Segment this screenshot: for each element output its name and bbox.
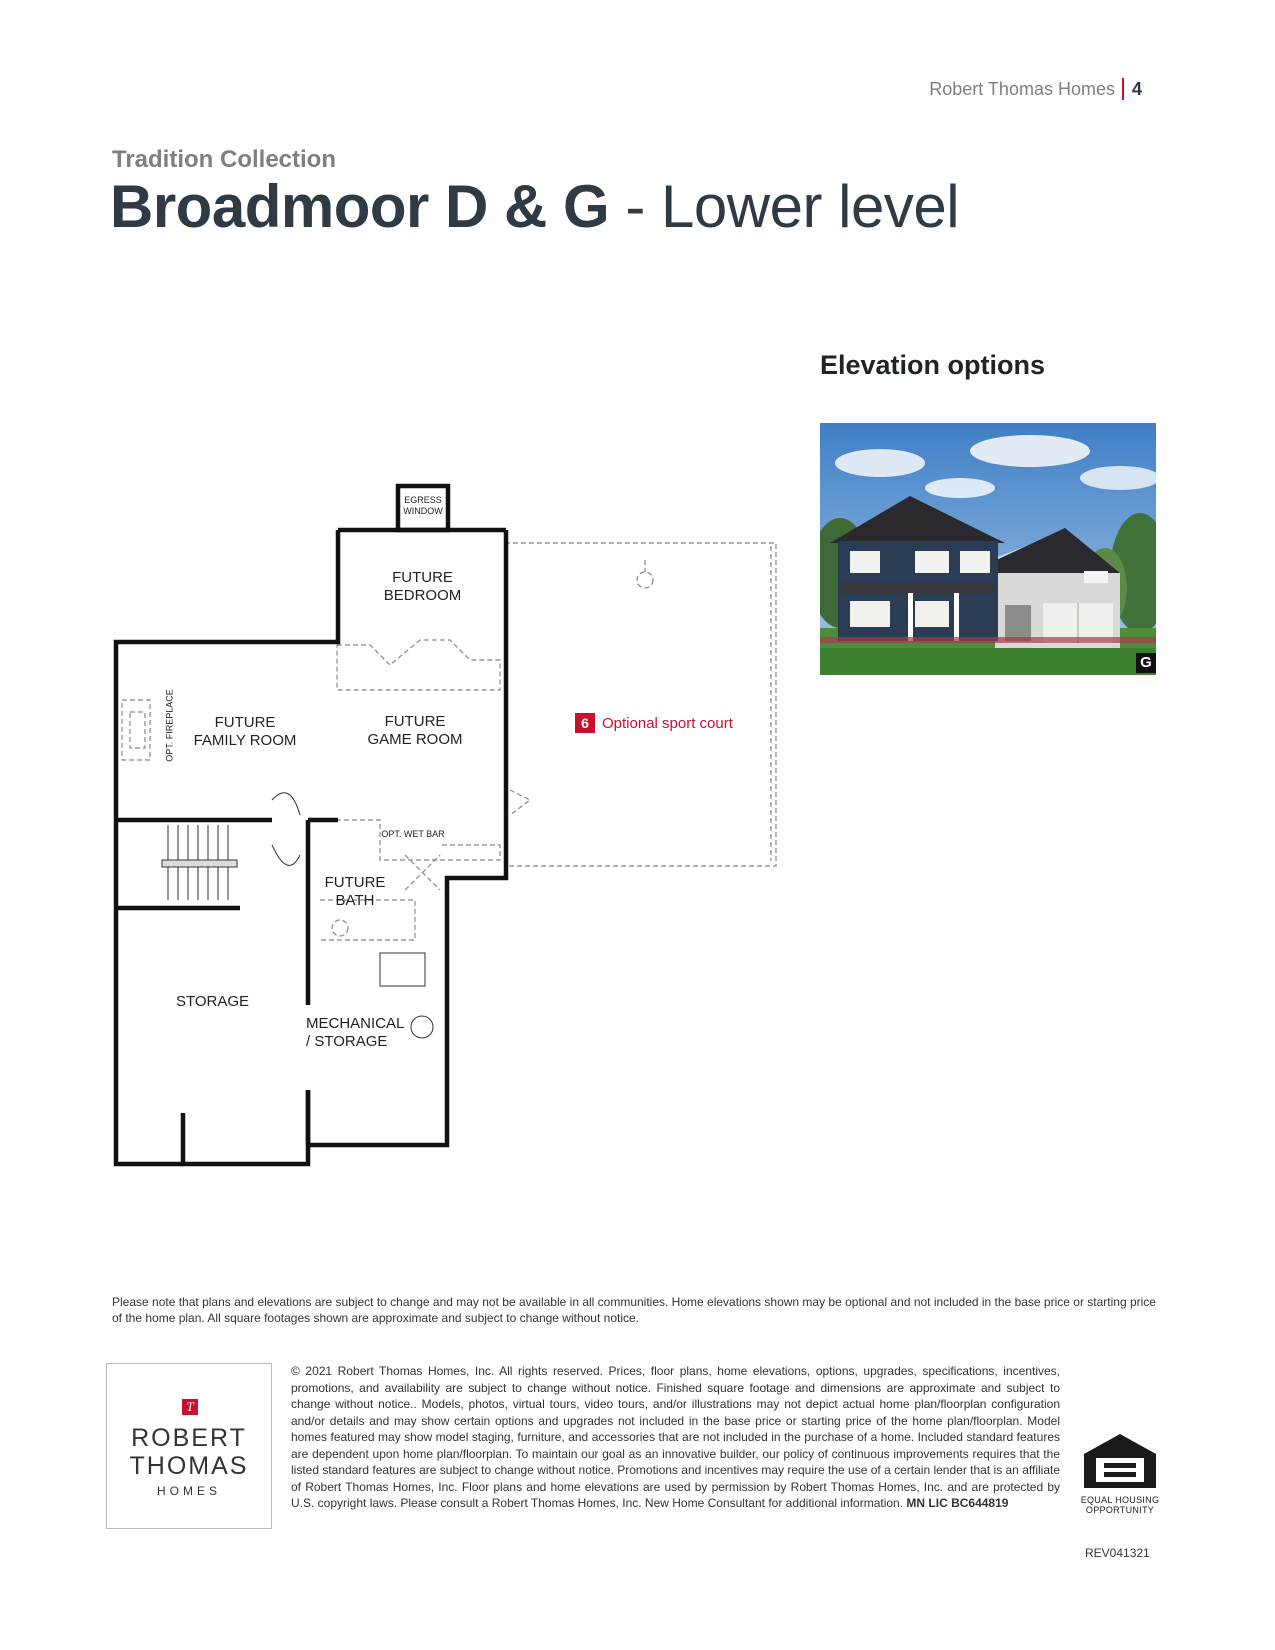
sport-court-callout <box>575 713 733 733</box>
revision-code: REV041321 <box>1085 1546 1150 1560</box>
page-number: 4 <box>1131 78 1142 99</box>
logo-line-1: ROBERT <box>131 1424 247 1452</box>
room-bath <box>320 874 390 910</box>
egress-line-1: EGRESS <box>404 495 442 505</box>
room-game <box>355 713 475 749</box>
bedroom-line-1: FUTURE <box>392 569 453 586</box>
equal-housing-logo <box>1080 1432 1160 1515</box>
room-storage: STORAGE <box>175 993 250 1010</box>
company-logo <box>106 1363 272 1529</box>
wet-bar-label: OPT. WET BAR <box>381 829 445 839</box>
fireplace-label: OPT. FIREPLACE <box>164 689 175 762</box>
room-mechanical <box>306 1015 416 1051</box>
bedroom-line-2: BEDROOM <box>383 587 462 604</box>
game-line-2: GAME ROOM <box>367 731 463 748</box>
egress-window-label <box>400 495 446 517</box>
game-line-1: FUTURE <box>384 713 446 730</box>
egress-line-2: WINDOW <box>403 506 443 516</box>
logo-line-3: HOMES <box>156 1484 221 1498</box>
disclaimer-note: Please note that plans and elevations are subject to change and may not be available in all communities. Home elevations shown may be optional and not included in the base price or starting price of the home plan. All square footages shown are approximate and subject to change without notice. <box>112 1295 1156 1325</box>
equal-housing-icon <box>1082 1432 1158 1490</box>
license-number: MN LIC BC644819 <box>906 1496 1009 1510</box>
family-line-2: FAMILY ROOM <box>193 732 297 749</box>
family-line-1: FUTURE <box>214 714 276 731</box>
logo-line-2: THOMAS <box>129 1452 249 1480</box>
sport-court-number: 6 <box>575 713 595 733</box>
room-bedroom <box>370 569 475 605</box>
sport-court-label: Optional sport court <box>602 714 733 732</box>
bath-line-1: FUTURE <box>324 874 386 891</box>
plan-name: Broadmoor D & G <box>110 173 610 240</box>
level-name: Lower level <box>661 173 960 240</box>
legal-body: © 2021 Robert Thomas Homes, Inc. All rights reserved. Prices, floor plans, home elevations, options, upgrades, specifications, incentives, promotions, and availability are subject to change without notice. Finished square footage and dimensions are approximate and subject to change without notice.. Models, photos, virtual tours, video tours, and/or illustrations may not depict actual home plan/floorplan configuration and/or details and may show certain options and upgrades not included in the base price or starting price of the home plan/floorplan. Model homes featured may show model staging, furniture, and accessories that are not included in the purchase of a home. Included standard features are dependent upon home plan/floorplan. To maintain our goal as an innovative builder, our policy of continuous improvements requires that the listed standard features are subject to change without notice. Promotions and incentives may require the use of a certain lender that is an affiliate of Robert Thomas Homes, Inc. Floor plans and home elevations are used by permission by Robert Thomas Homes, Inc. and are protected by U.S. copyright laws. Please consult a Robert Thomas Homes, Inc. New Home Consultant for additional information. <box>291 1364 1060 1510</box>
elevation-badge: G <box>1140 654 1152 671</box>
legal-text <box>291 1363 1060 1512</box>
room-family <box>180 714 310 750</box>
elevation-heading: Elevation options <box>820 350 1046 380</box>
bath-line-2: BATH <box>335 892 375 909</box>
logo-mark: T <box>182 1399 198 1415</box>
brand-name: Robert Thomas Homes <box>929 78 1115 99</box>
equal-housing-line-2: OPPORTUNITY <box>1085 1505 1155 1515</box>
collection-name: Tradition Collection <box>112 146 337 173</box>
equal-housing-line-1: EQUAL HOUSING <box>1080 1495 1160 1505</box>
mech-line-1: MECHANICAL <box>306 1015 405 1032</box>
mech-line-2: / STORAGE <box>306 1033 388 1050</box>
title-separator: - <box>609 173 662 240</box>
